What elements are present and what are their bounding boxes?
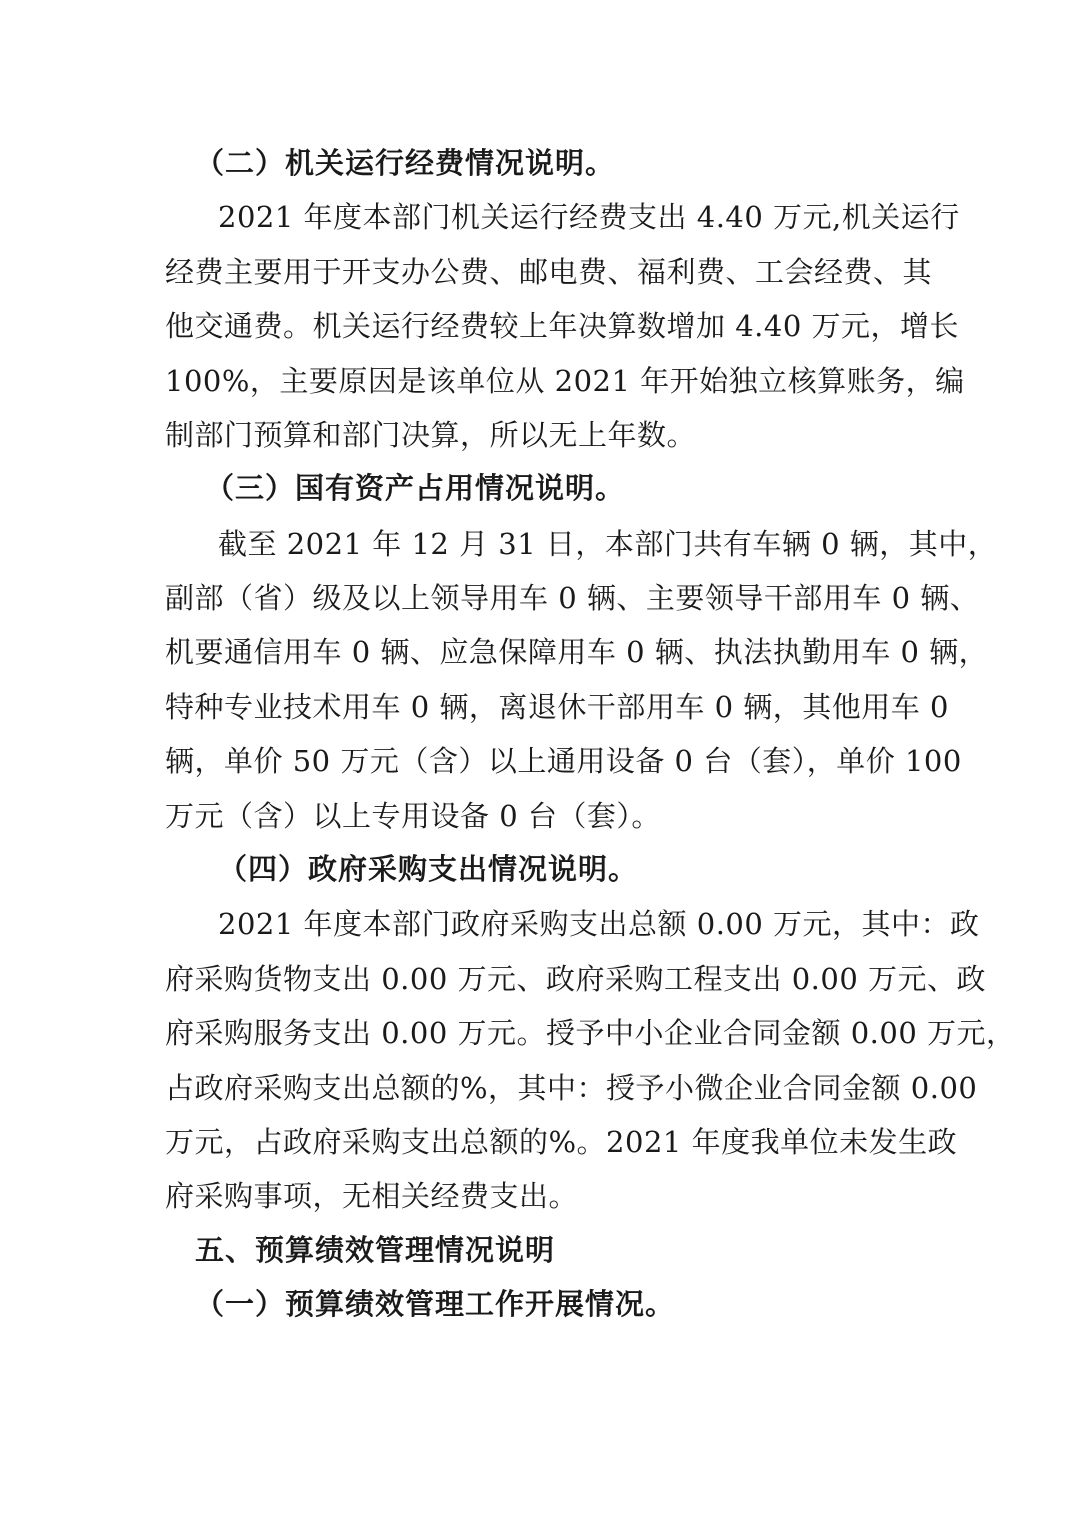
paragraph-line: 制部门预算和部门决算，所以无上年数。 — [165, 418, 697, 452]
section-heading-5: 五、预算绩效管理情况说明 — [195, 1233, 556, 1267]
section-heading-3: （三）国有资产占用情况说明。 — [205, 471, 626, 505]
paragraph-line: 副部（省）级及以上领导用车 0 辆、主要领导干部用车 0 辆、 — [165, 581, 980, 615]
paragraph-line: 机要通信用车 0 辆、应急保障用车 0 辆、执法执勤用车 0 辆， — [165, 635, 989, 669]
paragraph-line: 万元，占政府采购支出总额的%。2021 年度我单位未发生政 — [165, 1125, 958, 1159]
paragraph-line: 经费主要用于开支办公费、邮电费、福利费、工会经费、其 — [165, 255, 933, 289]
paragraph-line: 府采购事项，无相关经费支出。 — [165, 1179, 579, 1213]
paragraph-line: 占政府采购支出总额的%，其中：授予小微企业合同金额 0.00 — [165, 1071, 978, 1105]
paragraph-line: 他交通费。机关运行经费较上年决算数增加 4.40 万元，增长 — [165, 309, 960, 343]
subsection-heading-5-1: （一）预算绩效管理工作开展情况。 — [195, 1287, 676, 1321]
section-heading-4: （四）政府采购支出情况说明。 — [218, 852, 639, 886]
paragraph-line: 辆，单价 50 万元（含）以上通用设备 0 台（套），单价 100 — [165, 744, 962, 778]
paragraph-line: 2021 年度本部门政府采购支出总额 0.00 万元，其中：政 — [218, 907, 980, 941]
paragraph-line: 截至 2021 年 12 月 31 日，本部门共有车辆 0 辆，其中， — [218, 527, 998, 561]
paragraph-line: 万元（含）以上专用设备 0 台（套）。 — [165, 799, 661, 833]
paragraph-line: 府采购货物支出 0.00 万元、政府采购工程支出 0.00 万元、政 — [165, 962, 987, 996]
paragraph-line: 府采购服务支出 0.00 万元。授予中小企业合同金额 0.00 万元， — [165, 1016, 1016, 1050]
paragraph-line: 100%，主要原因是该单位从 2021 年开始独立核算账务，编 — [165, 364, 965, 398]
paragraph-line: 特种专业技术用车 0 辆，离退休干部用车 0 辆，其他用车 0 — [165, 690, 949, 724]
paragraph-line: 2021 年度本部门机关运行经费支出 4.40 万元,机关运行 — [218, 200, 960, 234]
section-heading-2: （二）机关运行经费情况说明。 — [195, 146, 616, 180]
